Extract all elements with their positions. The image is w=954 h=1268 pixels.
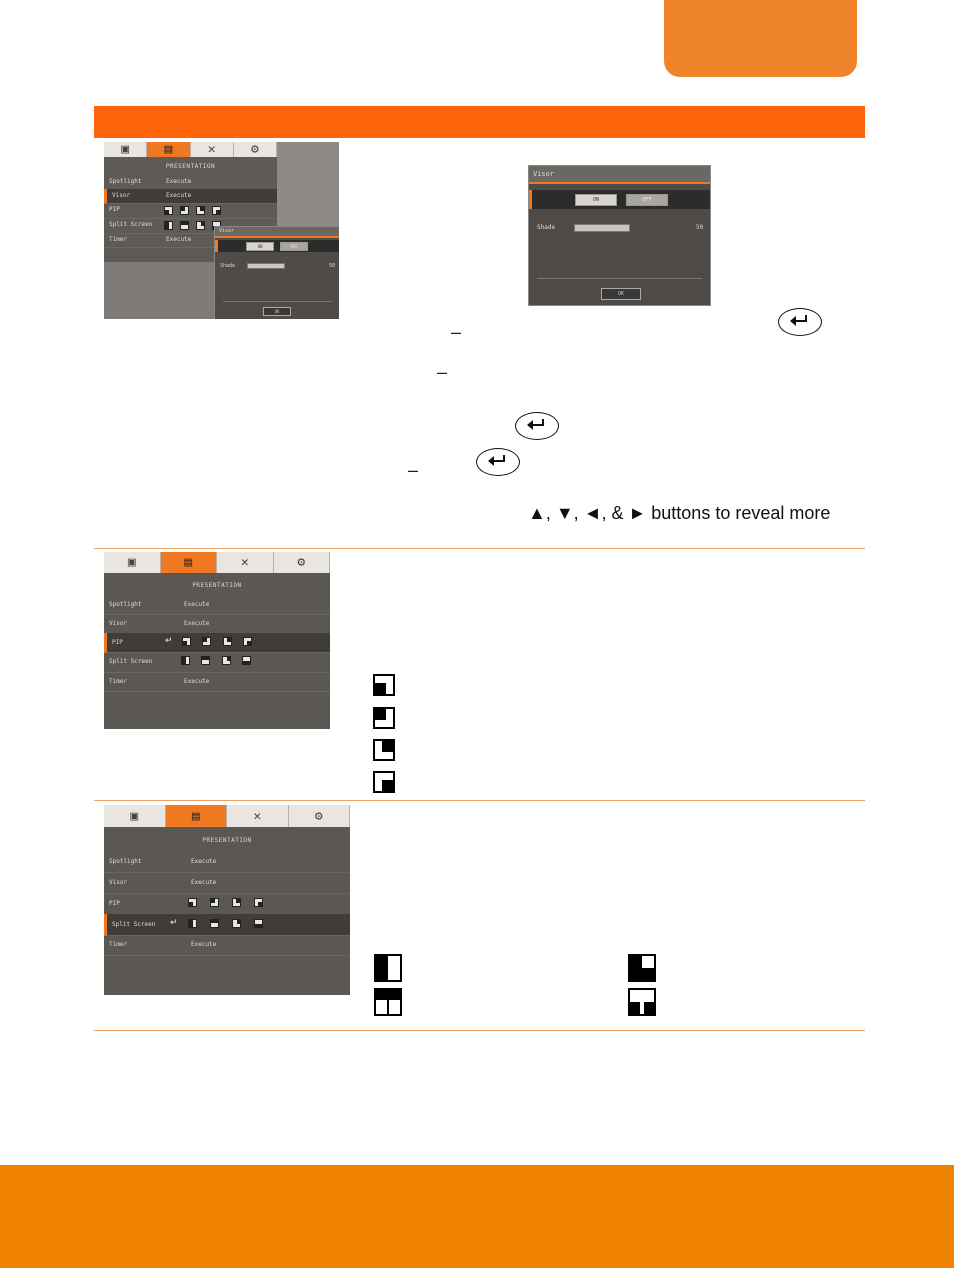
pip-top-left-icon xyxy=(373,707,395,729)
tools-tab-icon: ✕ xyxy=(191,142,234,157)
gear-tab-icon: ⚙ xyxy=(289,805,351,827)
visor-dialog-small: Visor ON OFF Shade 50 OK xyxy=(214,226,339,319)
menu-row-spotlight: Spotlight Execute xyxy=(104,851,350,873)
split-quad-icon xyxy=(374,988,402,1016)
menu-row-spotlight: Spotlight Execute xyxy=(104,596,330,615)
shade-value: 50 xyxy=(696,224,704,231)
menu-row-spotlight: Spotlight Execute xyxy=(104,175,277,190)
image-tab-icon: ▣ xyxy=(104,805,166,827)
menu-title: PRESENTATION xyxy=(202,837,252,844)
menu-row-pip: PIP xyxy=(104,203,277,219)
pip-menu-screenshot xyxy=(104,552,330,729)
split-screen-menu-screenshot xyxy=(104,805,350,995)
dash-3: – xyxy=(408,460,419,480)
chapter-tab xyxy=(664,0,857,77)
menu-row-timer: Timer Execute xyxy=(104,233,277,248)
menu-title: PRESENTATION xyxy=(192,582,242,589)
visor-on-button[interactable]: ON xyxy=(575,194,617,206)
visor-off-button[interactable]: OFF xyxy=(626,194,668,206)
image-tab-icon: ▣ xyxy=(104,142,147,157)
visor-dialog: Visor ON OFF Shade 50 OK xyxy=(528,165,711,306)
dash-2: – xyxy=(437,362,448,382)
pip-bottom-left-icon xyxy=(373,674,395,696)
presentation-tab-icon: ▤ xyxy=(161,552,218,573)
gear-tab-icon: ⚙ xyxy=(274,552,331,573)
tools-tab-icon: ✕ xyxy=(217,552,274,573)
menu-row-split-screen: Split Screen xyxy=(104,652,330,673)
gear-tab-icon: ⚙ xyxy=(234,142,277,157)
pip-top-right-icon xyxy=(373,739,395,761)
menu-row-visor: Visor Execute xyxy=(104,614,330,634)
tools-tab-icon: ✕ xyxy=(227,805,289,827)
shade-label: Shade xyxy=(537,224,556,231)
menu-row-visor: Visor Execute xyxy=(104,189,277,204)
menu-row-split-screen: Split Screen xyxy=(104,218,277,234)
presentation-tab-icon: ▤ xyxy=(147,142,190,157)
menu-row-timer: Timer Execute xyxy=(104,672,330,692)
visor-menu-screenshot xyxy=(104,142,339,319)
pip-bottom-right-icon xyxy=(373,771,395,793)
menu-row-pip: PIP xyxy=(104,893,350,915)
divider xyxy=(94,1030,865,1031)
split-left-right-icon xyxy=(374,954,402,982)
dash-1: – xyxy=(451,322,462,342)
enter-button-icon xyxy=(778,308,822,336)
footer-band xyxy=(0,1165,954,1268)
split-top-bottom-icon xyxy=(628,988,656,1016)
enter-button-icon xyxy=(515,412,559,440)
enter-button-icon xyxy=(476,448,520,476)
menu-row-split-screen: Split Screen ↵ xyxy=(104,914,350,936)
split-right-top-icon xyxy=(628,954,656,982)
table-header-bar xyxy=(94,106,865,138)
menu-row-timer: Timer Execute xyxy=(104,935,350,956)
menu-title: PRESENTATION xyxy=(165,163,216,170)
divider xyxy=(94,800,865,801)
shade-slider[interactable] xyxy=(574,224,630,232)
image-tab-icon: ▣ xyxy=(104,552,161,573)
presentation-tab-icon: ▤ xyxy=(166,805,228,827)
divider xyxy=(94,548,865,549)
visor-ok-button[interactable]: OK xyxy=(601,288,641,300)
menu-row-visor: Visor Execute xyxy=(104,872,350,894)
arrow-buttons-text: ▲, ▼, ◄, & ► buttons to reveal more xyxy=(528,503,831,523)
menu-row-pip: PIP ↵ xyxy=(104,633,330,653)
